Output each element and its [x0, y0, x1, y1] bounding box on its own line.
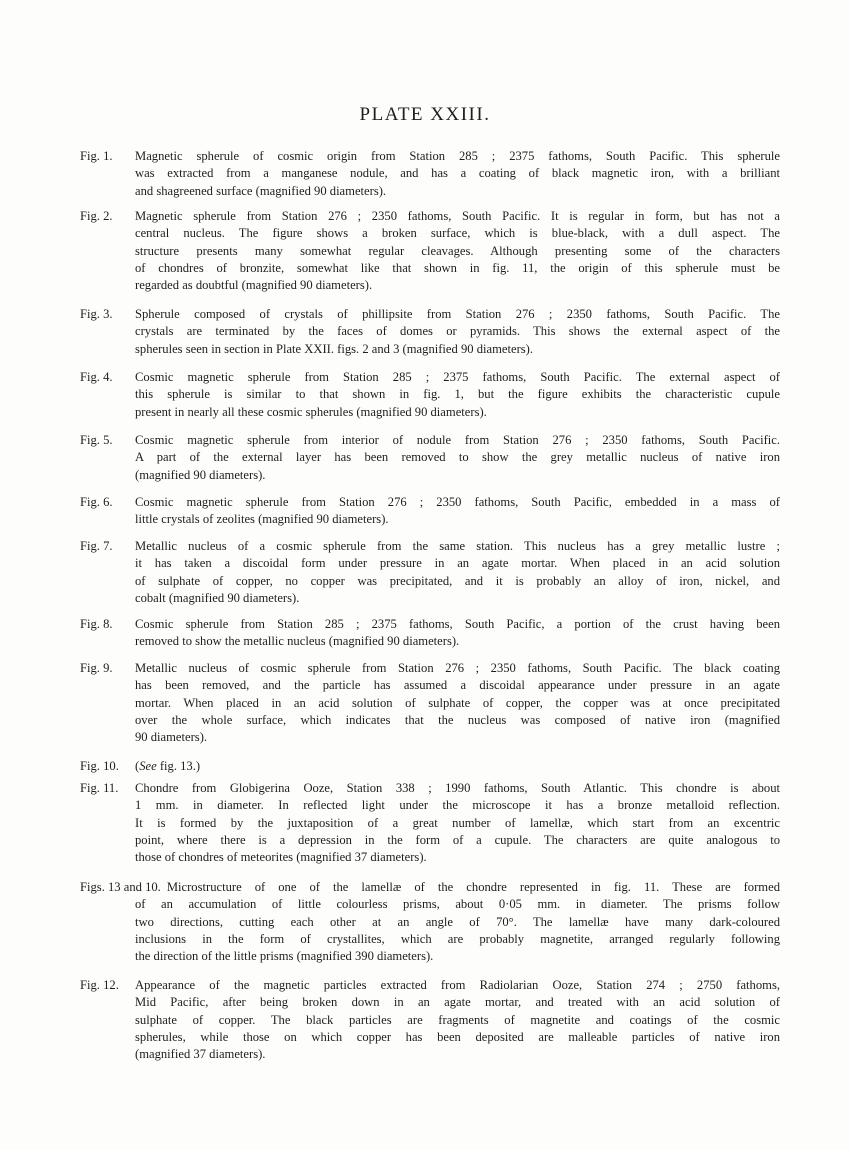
caption-text: Cosmic spherule from Station 285 ; 2375 fathoms, South Pacific, a portion of the crust having been [135, 617, 780, 631]
caption-line [80, 977, 780, 994]
caption-line [80, 780, 780, 797]
caption-text: has been removed, and the particle has assumed a discoidal appearance under pressure in an agate [135, 678, 780, 693]
figure-label: Fig. 9. [80, 661, 113, 675]
caption-line [80, 183, 780, 200]
caption-line [80, 590, 780, 607]
caption-line [80, 165, 780, 182]
figure-label: Fig. 3. [80, 307, 113, 321]
caption-text: inclusions in the form of crystallites, which are probably magnetite, arranged regularly following [135, 931, 780, 946]
caption-text: structure presents many somewhat regular cleavages. Although presenting some of the characters [135, 243, 780, 258]
caption-line [80, 555, 780, 572]
caption-line [80, 815, 780, 832]
figure-label: Fig. 4. [80, 370, 113, 384]
caption-line [80, 467, 780, 484]
caption-line [80, 633, 780, 650]
caption-line [80, 341, 780, 358]
figure-caption [80, 148, 780, 200]
caption-line [80, 849, 780, 866]
caption-text: Metallic nucleus of cosmic spherule from Station 276 ; 2350 fathoms, South Pacific. The black coating [135, 661, 780, 675]
see-reference-target: fig. 13.) [159, 759, 201, 773]
caption-line [80, 449, 780, 466]
caption-text: spherules, while those on which copper has been deposited are malleable particles of native iron [135, 1029, 780, 1044]
caption-line [80, 879, 780, 896]
caption-line [80, 277, 780, 294]
caption-text: 90 diameters). [135, 730, 208, 745]
figure-caption [80, 660, 780, 746]
caption-text: and shagreened surface (magnified 90 diameters). [135, 183, 387, 198]
caption-text: the direction of the little prisms (magnified 390 diameters). [135, 949, 434, 964]
see-open-paren: ( [135, 759, 140, 773]
caption-line [80, 712, 780, 729]
caption-line [80, 914, 780, 931]
caption-line [80, 404, 780, 421]
caption-text: of an accumulation of little colourless prisms, about 0·05 mm. in diameter. The prisms follow [135, 897, 780, 912]
caption-text: Appearance of the magnetic particles extracted from Radiolarian Ooze, Station 274 ; 2750 fathoms, [135, 978, 780, 992]
caption-line [80, 323, 780, 340]
figure-label: Fig. 2. [80, 209, 113, 223]
caption-text: spherules seen in section in Plate XXII. figs. 2 and 3 (magnified 90 diameters). [135, 341, 534, 356]
caption-line [80, 306, 780, 323]
caption-text: Cosmic magnetic spherule from Station 285 ; 2375 fathoms, South Pacific. The external aspect of [135, 370, 780, 384]
figure-caption [80, 538, 780, 607]
caption-line [80, 797, 780, 814]
caption-text: Chondre from Globigerina Ooze, Station 338 ; 1990 fathoms, South Atlantic. This chondre is about [135, 781, 780, 795]
caption-text: present in nearly all these cosmic spherules (magnified 90 diameters). [135, 404, 487, 419]
figure-caption [80, 780, 780, 866]
caption-line [80, 695, 780, 712]
caption-text: Mid Pacific, after being broken down in an agate mortar, and treated with an acid solution of [135, 995, 780, 1010]
caption-line [80, 511, 780, 528]
caption-line [80, 369, 780, 386]
caption-line [80, 948, 780, 965]
figure-caption [80, 494, 780, 529]
figure-label: Figs. 13 and 10. [80, 880, 161, 894]
figure-caption [80, 879, 780, 965]
caption-line [80, 538, 780, 555]
figure-label: Fig. 11. [80, 781, 119, 795]
caption-text: Cosmic magnetic spherule from Station 276 ; 2350 fathoms, South Pacific, embedded in a mass of [135, 495, 780, 509]
caption-line [80, 677, 780, 694]
caption-text: of chondres of bronzite, somewhat like that shown in fig. 11, the origin of this spherule must be [135, 260, 780, 275]
figure-label: Fig. 10. [80, 759, 119, 773]
figure-caption [80, 616, 780, 651]
caption-text: this spherule is similar to that shown in fig. 1, but the figure exhibits the characteristic cupule [135, 387, 780, 402]
caption-text: central nucleus. The figure shows a broken surface, which is blue-black, with a dull aspect. The [135, 226, 780, 241]
caption-line [80, 260, 780, 277]
caption-text: Spherule composed of crystals of phillipsite from Station 276 ; 2350 fathoms, South Pacific. The [135, 307, 780, 321]
figure-caption [80, 306, 780, 358]
caption-text: two directions, cutting each other at an angle of 70°. The lamellæ have many dark-coloured [135, 914, 780, 929]
caption-text: it has taken a discoidal form under pressure in an agate mortar. When placed in an acid solution [135, 556, 780, 571]
caption-text: It is formed by the juxtaposition of a great number of lamellæ, which start from an excentric [135, 815, 780, 830]
figure-label: Fig. 1. [80, 149, 113, 163]
caption-text: point, where there is a depression in the form of a cupule. The characters are quite analogous to [135, 832, 780, 847]
figure-caption [80, 369, 780, 421]
figure-caption [80, 758, 780, 775]
caption-line [80, 994, 780, 1011]
caption-line [80, 148, 780, 165]
figure-caption [80, 977, 780, 1063]
caption-text: Cosmic magnetic spherule from interior of nodule from Station 276 ; 2350 fathoms, South Pacific. [135, 433, 780, 447]
caption-text: (magnified 37 diameters). [135, 1047, 266, 1062]
caption-line [80, 494, 780, 511]
figure-caption [80, 208, 780, 294]
caption-text: Magnetic spherule of cosmic origin from Station 285 ; 2375 fathoms, South Pacific. This spherule [135, 149, 780, 163]
caption-line [80, 573, 780, 590]
caption-text: over the whole surface, which indicates that the nucleus was composed of native iron (magnified [135, 712, 780, 727]
caption-line [80, 1029, 780, 1046]
see-reference-word: See [139, 759, 157, 773]
caption-text: A part of the external layer has been removed to show the grey metallic nucleus of native iron [135, 450, 780, 465]
caption-text: little crystals of zeolites (magnified 90 diameters). [135, 512, 389, 527]
caption-text: Magnetic spherule from Station 276 ; 2350 fathoms, South Pacific. It is regular in form, but has not a [135, 209, 780, 223]
caption-text: Metallic nucleus of a cosmic spherule from the same station. This nucleus has a grey metallic lustre ; [135, 539, 780, 553]
caption-text: removed to show the metallic nucleus (magnified 90 diameters). [135, 634, 460, 649]
caption-text: 1 mm. in diameter. In reflected light under the microscope it has a bronze metalloid reflection. [135, 798, 780, 813]
caption-line [80, 1046, 780, 1063]
caption-line [80, 660, 780, 677]
figure-label: Fig. 8. [80, 617, 113, 631]
caption-line [80, 896, 780, 913]
caption-line [80, 243, 780, 260]
caption-text: Microstructure of one of the lamellæ of the chondre represented in fig. 11. These are formed [166, 880, 780, 894]
figure-label: Fig. 5. [80, 433, 113, 447]
figure-label: Fig. 7. [80, 539, 113, 553]
caption-line [80, 832, 780, 849]
caption-text: of sulphate of copper, no copper was precipitated, and it is probably an alloy of iron, nickel, and [135, 573, 780, 588]
caption-text: crystals are terminated by the faces of domes or pyramids. This shows the external aspect of the [135, 324, 780, 339]
caption-line [80, 729, 780, 746]
caption-line [80, 1012, 780, 1029]
figure-label: Fig. 6. [80, 495, 113, 509]
caption-text: cobalt (magnified 90 diameters). [135, 590, 300, 605]
page-title: PLATE XXIII. [359, 104, 491, 125]
caption-text: those of chondres of meteorites (magnified 37 diameters). [135, 850, 427, 865]
caption-text: mortar. When placed in an acid solution of sulphate of copper, the copper was at once precipitated [135, 695, 780, 710]
caption-line [80, 758, 780, 775]
figure-label: Fig. 12. [80, 978, 119, 992]
caption-line [80, 208, 780, 225]
caption-line [80, 432, 780, 449]
caption-line [80, 616, 780, 633]
caption-line [80, 386, 780, 403]
caption-line [80, 225, 780, 242]
caption-text: sulphate of copper. The black particles are fragments of magnetite and coatings of the cosmic [135, 1012, 780, 1027]
caption-text: was extracted from a manganese nodule, and has a coating of black magnetic iron, with a brilliant [135, 166, 780, 181]
caption-text: regarded as doubtful (magnified 90 diameters). [135, 278, 373, 293]
caption-line [80, 931, 780, 948]
figure-caption [80, 432, 780, 484]
caption-text: (magnified 90 diameters). [135, 467, 266, 482]
